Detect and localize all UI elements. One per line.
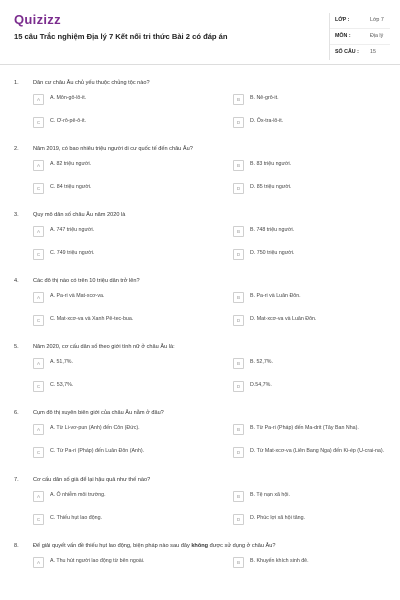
option-a[interactable] [33,227,208,237]
option-c[interactable] [33,316,208,326]
question-header [14,75,386,95]
option-c[interactable] [33,382,208,392]
option-b[interactable] [233,359,399,369]
question-text: Các đô thị nào có trên 10 triệu dân trở lên? [33,278,140,284]
option-letter-box: A [33,358,44,369]
option-text: D.54,7%. [250,382,272,388]
option-text: C. Mat-xcơ-va và Xanh Pê-tec-bua. [50,316,134,322]
option-letter-box: D [233,447,244,458]
option-letter-box: A [33,226,44,237]
quizizz-logo[interactable]: Quizizz [14,12,61,27]
option-row [33,558,386,581]
option-row [33,515,386,538]
question-text: Quy mô dân số châu Âu năm 2020 là [33,212,126,218]
meta-value: Địa lý [370,33,384,39]
meta-row-question-count [330,45,390,60]
option-letter-box: C [33,117,44,128]
option-row [33,492,386,515]
option-d[interactable] [233,515,399,525]
option-letter-box: D [233,117,244,128]
option-letter-box: D [233,183,244,194]
option-letter-box: C [33,183,44,194]
option-text: A. Môn-gô-lô-it. [50,95,87,101]
answer-options [33,425,386,472]
question-text: Dân cư châu Âu chủ yếu thuộc chủng tộc nào? [33,80,150,86]
question-text: Cơ cấu dân số già để lại hậu quả như thế nào? [33,477,151,483]
answer-options [33,227,386,273]
option-c[interactable] [33,515,208,525]
option-text: B. 52,7%. [250,359,273,365]
option-a[interactable] [33,492,208,502]
option-text: B. 748 triệu người. [250,227,295,233]
question-header [14,339,386,359]
option-row [33,448,386,472]
question-header [14,141,386,161]
option-letter-box: C [33,514,44,525]
option-row [33,184,386,207]
option-row [33,359,386,382]
option-text: A. Thu hút người lao động từ bên ngoài. [50,558,145,564]
option-b[interactable] [233,492,399,502]
answer-options [33,359,386,405]
question-number: 7. [14,477,19,483]
meta-label: MÔN : [335,33,351,39]
option-row [33,250,386,273]
option-text: D. Ôx-tra-lô-it. [250,118,284,124]
option-letter-box: D [233,249,244,260]
worksheet-title: 15 câu Trắc nghiệm Địa lý 7 Kết nối tri thức Bài 2 có đáp án [14,32,228,41]
question-list [0,65,400,581]
option-letter-box: B [233,160,244,171]
worksheet-meta-table [329,13,390,60]
option-letter-box: D [233,381,244,392]
meta-row-subject [330,29,390,45]
option-letter-box: A [33,94,44,105]
question-number: 5. [14,344,19,350]
option-text: B. 83 triệu người. [250,161,292,167]
option-a[interactable] [33,95,208,105]
option-letter-box: B [233,491,244,502]
option-letter-box: A [33,160,44,171]
option-d[interactable] [233,448,399,458]
option-text: C. Ơ-rô-pê-ô-it. [50,118,87,124]
option-text: C. 749 triệu người. [50,250,95,256]
option-text: C. Từ Pa-ri (Pháp) đến Luân Đôn (Anh). [50,448,145,454]
meta-label: LỚP : [335,17,350,23]
question-number: 3. [14,212,19,218]
question-item [14,75,386,141]
option-d[interactable] [233,316,399,326]
answer-options [33,161,386,207]
option-text: C. 53,7%. [50,382,74,388]
question-number: 2. [14,146,19,152]
option-a[interactable] [33,161,208,171]
option-b[interactable] [233,558,399,568]
option-letter-box: B [233,424,244,435]
option-text: A. Pa-ri và Mat-xcơ-va. [50,293,105,299]
option-a[interactable] [33,293,208,303]
option-row [33,161,386,184]
answer-options [33,558,386,581]
question-item [14,405,386,472]
worksheet-header [0,0,400,65]
option-row [33,293,386,316]
option-text: B. Từ Pa-ri (Pháp) đến Ma-drit (Tây Ban Nha). [250,425,359,431]
question-header [14,538,386,558]
question-number: 1. [14,80,19,86]
question-text [33,543,275,549]
option-letter-box: B [233,292,244,303]
question-text: Năm 2019, có bao nhiêu triệu người di cư quốc tế đến châu Âu? [33,146,193,152]
option-letter-box: B [233,226,244,237]
question-text-part: được sử dụng ở châu Âu? [208,543,276,549]
question-item [14,538,386,581]
question-number: 4. [14,278,19,284]
option-letter-box: A [33,491,44,502]
option-d[interactable] [233,118,399,128]
question-number: 8. [14,543,19,549]
option-text: A. 747 triệu người. [50,227,95,233]
option-row [33,316,386,339]
option-b[interactable] [233,425,399,435]
question-text-emphasis: không [191,543,209,549]
option-c[interactable] [33,250,208,260]
meta-label: SỐ CÂU : [335,49,359,55]
answer-options [33,95,386,141]
question-text: Năm 2020, cơ cấu dân số theo giới tính nữ ở châu Âu là: [33,344,175,350]
option-c[interactable] [33,184,208,194]
question-number: 6. [14,410,19,416]
option-text: D. 750 triệu người. [250,250,295,256]
answer-options [33,293,386,339]
option-c[interactable] [33,448,208,458]
option-letter-box: C [33,249,44,260]
option-letter-box: A [33,292,44,303]
option-letter-box: D [233,514,244,525]
option-text: A. 51,7%. [50,359,73,365]
option-row [33,382,386,405]
question-header [14,207,386,227]
option-row [33,95,386,118]
option-text: B. Pa-ri và Luân Đôn. [250,293,301,299]
option-b[interactable] [233,227,399,237]
question-text: Cụm đô thị xuyên biên giới của châu Âu nằm ở đâu? [33,410,164,416]
option-letter-box: D [233,315,244,326]
option-row [33,227,386,250]
meta-value: 15 [370,49,376,55]
option-letter-box: C [33,381,44,392]
option-b[interactable] [233,293,399,303]
question-item [14,273,386,339]
option-b[interactable] [233,161,399,171]
meta-value: Lớp 7 [370,17,384,23]
option-row [33,118,386,141]
option-text: D. Mat-xcơ-va và Luân Đôn. [250,316,317,322]
option-text: C. 84 triệu người. [50,184,92,190]
question-item [14,472,386,538]
question-text-part: Để giải quyết vấn đề thiếu hụt lao động, biện pháp nào sau đây [33,543,192,549]
option-d[interactable] [233,382,399,392]
answer-options [33,492,386,538]
option-letter-box: B [233,94,244,105]
question-header [14,273,386,293]
option-a[interactable] [33,558,208,568]
question-header [14,405,386,425]
option-text: A. 82 triệu người. [50,161,92,167]
option-letter-box: A [33,424,44,435]
option-text: B. Khuyến khích sinh đẻ. [250,558,309,564]
option-text: D. 85 triệu người. [250,184,292,190]
option-letter-box: B [233,358,244,369]
option-a[interactable] [33,359,208,369]
option-d[interactable] [233,250,399,260]
option-letter-box: A [33,557,44,568]
option-c[interactable] [33,118,208,128]
option-text: B. Tệ nạn xã hội. [250,492,290,498]
option-text: D. Từ Mat-xcơ-va (Liên Bang Nga) đến Ki-ép (U-crai-na). [250,448,385,454]
option-text: C. Thiếu hụt lao động. [50,515,103,521]
meta-row-grade [330,13,390,29]
option-text: B. Nê-grô-it. [250,95,279,101]
option-row [33,425,386,448]
option-letter-box: C [33,315,44,326]
option-text: A. Từ Li-vơ-pun (Anh) đến Côn (Đức). [50,425,140,431]
option-text: D. Phúc lợi xã hội tăng. [250,515,305,521]
question-item [14,339,386,405]
option-text: A. Ô nhiễm môi trường. [50,492,106,498]
question-item [14,141,386,207]
option-a[interactable] [33,425,208,435]
option-letter-box: C [33,447,44,458]
question-item [14,207,386,273]
option-d[interactable] [233,184,399,194]
question-header [14,472,386,492]
option-letter-box: B [233,557,244,568]
option-b[interactable] [233,95,399,105]
